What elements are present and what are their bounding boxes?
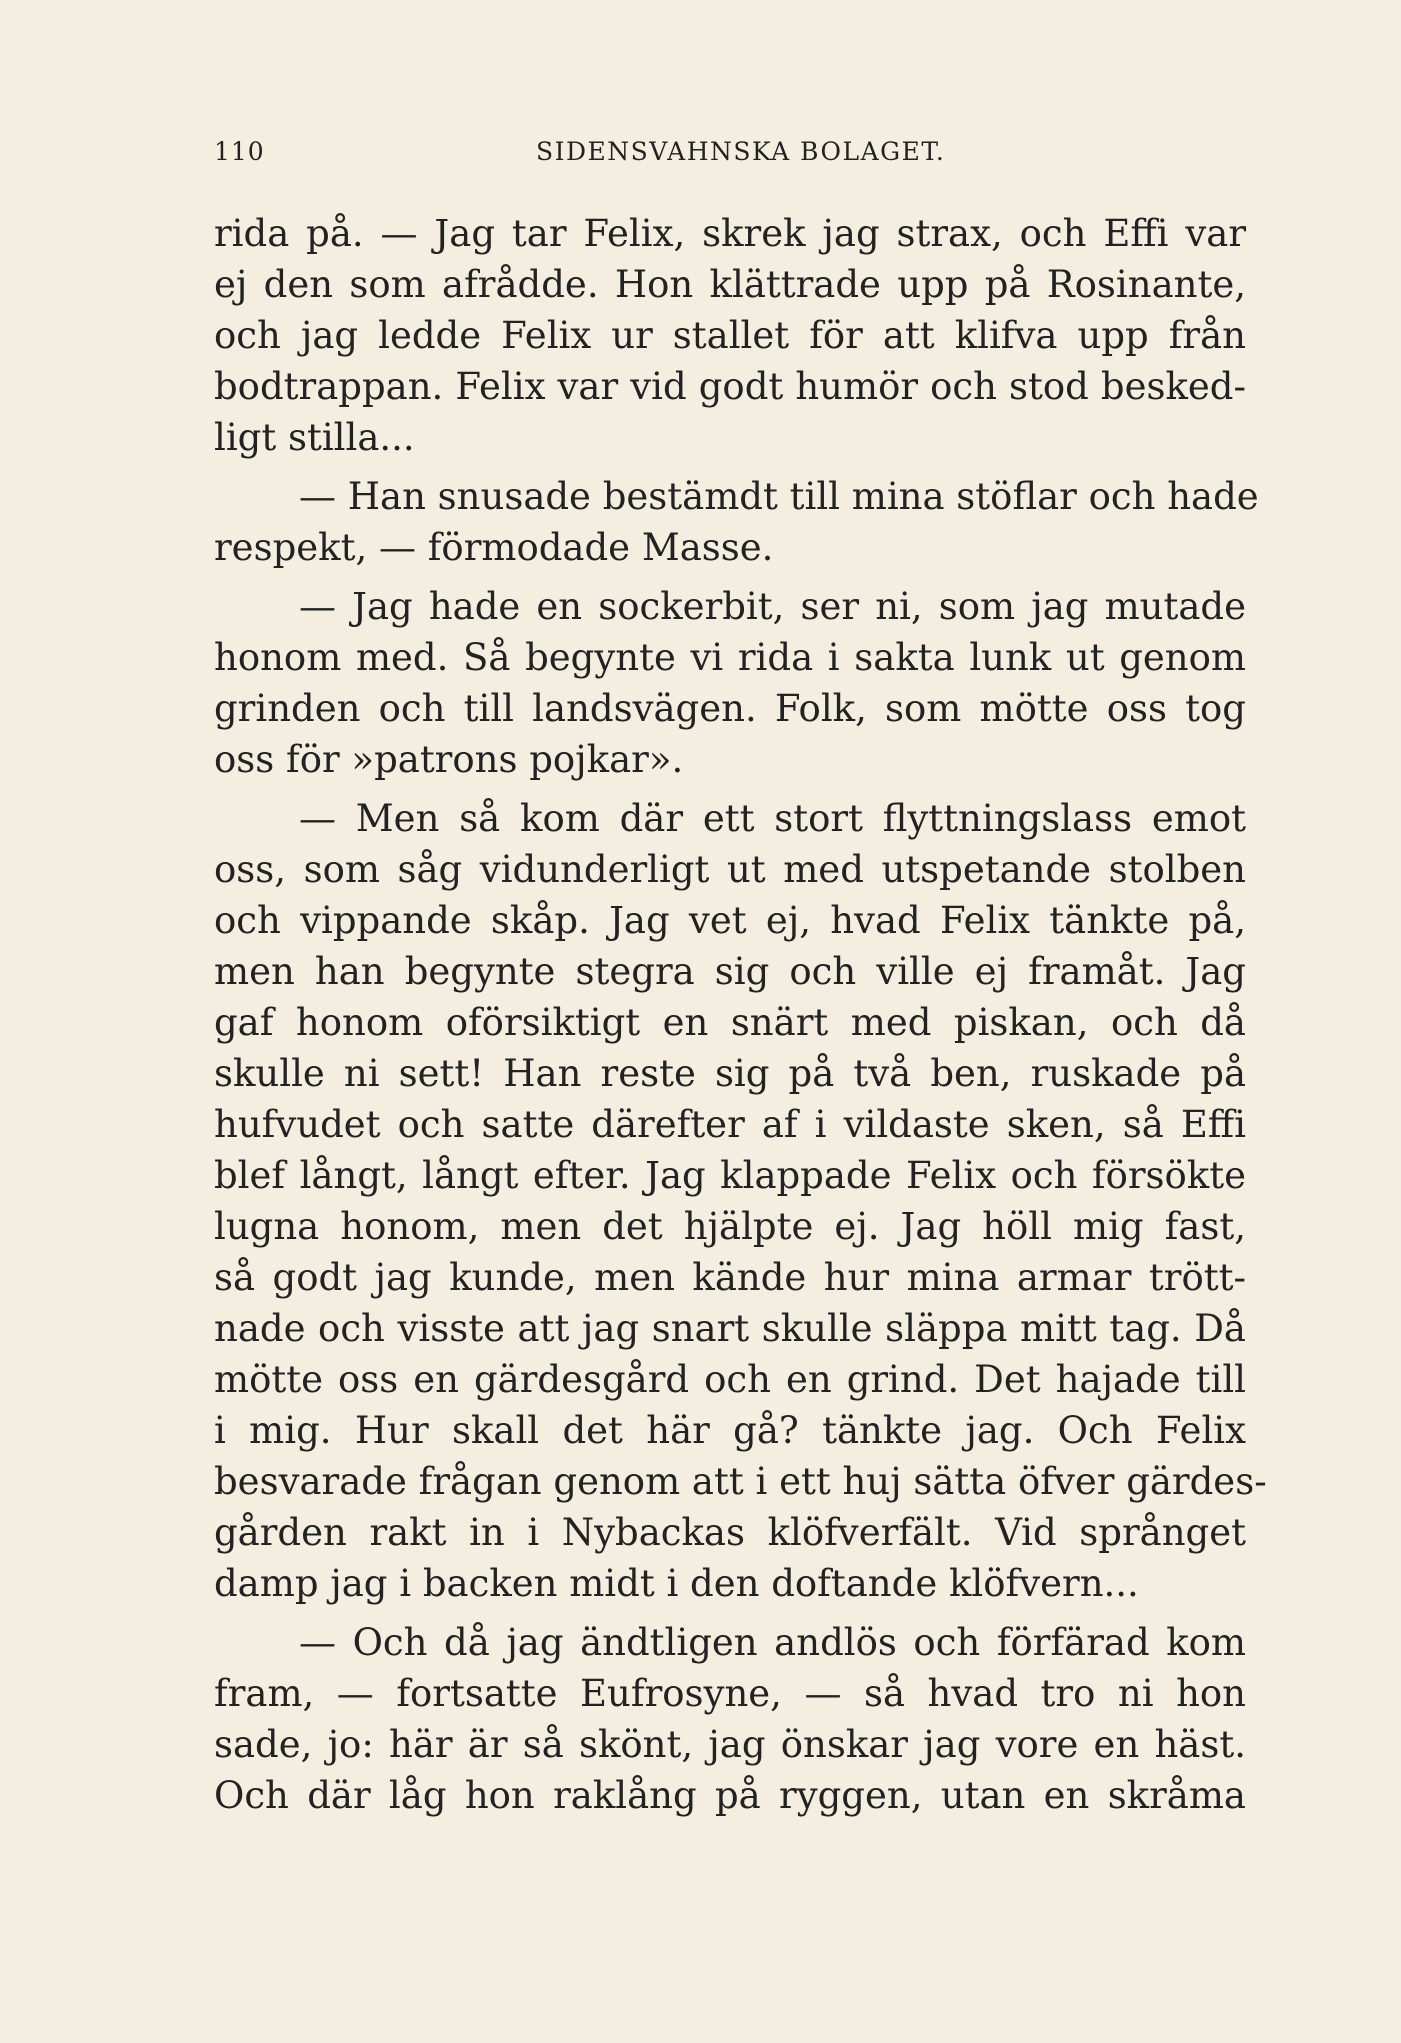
text-line: grinden och till landsvägen. Folk, som mötte oss tog bbox=[214, 687, 1246, 730]
paragraph bbox=[214, 793, 1267, 1609]
text-line: bodtrappan. Felix var vid godt humör och stod besked- bbox=[214, 365, 1246, 408]
paragraph bbox=[214, 581, 1246, 785]
text-line: respekt, — förmodade Masse. bbox=[214, 526, 774, 569]
page-number: 110 bbox=[214, 137, 265, 166]
text-line: — Och då jag ändtligen andlös och förfärad kom bbox=[299, 1621, 1246, 1664]
text-line: damp jag i backen midt i den doftande klöfvern... bbox=[214, 1562, 1139, 1605]
text-line: så godt jag kunde, men kände hur mina armar trött- bbox=[214, 1256, 1246, 1299]
text-line: — Han snusade bestämdt till mina stöflar och hade bbox=[299, 475, 1259, 518]
text-line: ej den som afrådde. Hon klättrade upp på Rosinante, bbox=[214, 263, 1246, 306]
text-line: — Men så kom där ett stort flyttningslass emot bbox=[299, 797, 1246, 840]
running-title: SIDENSVAHNSKA BOLAGET. bbox=[536, 137, 946, 166]
text-line: rida på. — Jag tar Felix, skrek jag strax, och Effi var bbox=[214, 212, 1246, 255]
paragraph bbox=[214, 471, 1259, 573]
paragraph bbox=[214, 208, 1246, 463]
text-line: honom med. Så begynte vi rida i sakta lunk ut genom bbox=[214, 636, 1246, 679]
text-line: lugna honom, men det hjälpte ej. Jag höll mig fast, bbox=[214, 1205, 1246, 1248]
text-line: mötte oss en gärdesgård och en grind. Det hajade till bbox=[214, 1358, 1246, 1401]
text-line: oss, som såg vidunderligt ut med utspetande stolben bbox=[214, 848, 1246, 891]
text-line: gaf honom oförsiktigt en snärt med piskan, och då bbox=[214, 1001, 1246, 1044]
text-line: ligt stilla... bbox=[214, 416, 415, 459]
text-line: nade och visste att jag snart skulle släppa mitt tag. Då bbox=[214, 1307, 1246, 1350]
text-line: skulle ni sett! Han reste sig på två ben, ruskade på bbox=[214, 1052, 1246, 1095]
text-line: och jag ledde Felix ur stallet för att klifva upp från bbox=[214, 314, 1246, 357]
text-line: oss för »patrons pojkar». bbox=[214, 738, 684, 781]
text-line: fram, — fortsatte Eufrosyne, — så hvad tro ni hon bbox=[214, 1672, 1246, 1715]
text-line: i mig. Hur skall det här gå? tänkte jag. Och Felix bbox=[214, 1409, 1246, 1452]
text-line: sade, jo: här är så skönt, jag önskar jag vore en häst. bbox=[214, 1723, 1246, 1766]
text-line: besvarade frågan genom att i ett huj sätta öfver gärdes- bbox=[214, 1460, 1267, 1503]
body-text bbox=[214, 208, 1267, 1821]
text-line: och vippande skåp. Jag vet ej, hvad Felix tänkte på, bbox=[214, 899, 1246, 942]
text-line: — Jag hade en sockerbit, ser ni, som jag mutade bbox=[299, 585, 1246, 628]
text-line: gården rakt in i Nybackas klöfverfält. Vid språnget bbox=[214, 1511, 1246, 1554]
text-line: hufvudet och satte därefter af i vildaste sken, så Effi bbox=[214, 1103, 1246, 1146]
running-head bbox=[214, 137, 1246, 167]
text-line: men han begynte stegra sig och ville ej framåt. Jag bbox=[214, 950, 1246, 993]
text-line: blef långt, långt efter. Jag klappade Felix och försökte bbox=[214, 1154, 1246, 1197]
text-line: Och där låg hon raklång på ryggen, utan en skråma bbox=[214, 1774, 1246, 1817]
paragraph bbox=[214, 1617, 1246, 1821]
